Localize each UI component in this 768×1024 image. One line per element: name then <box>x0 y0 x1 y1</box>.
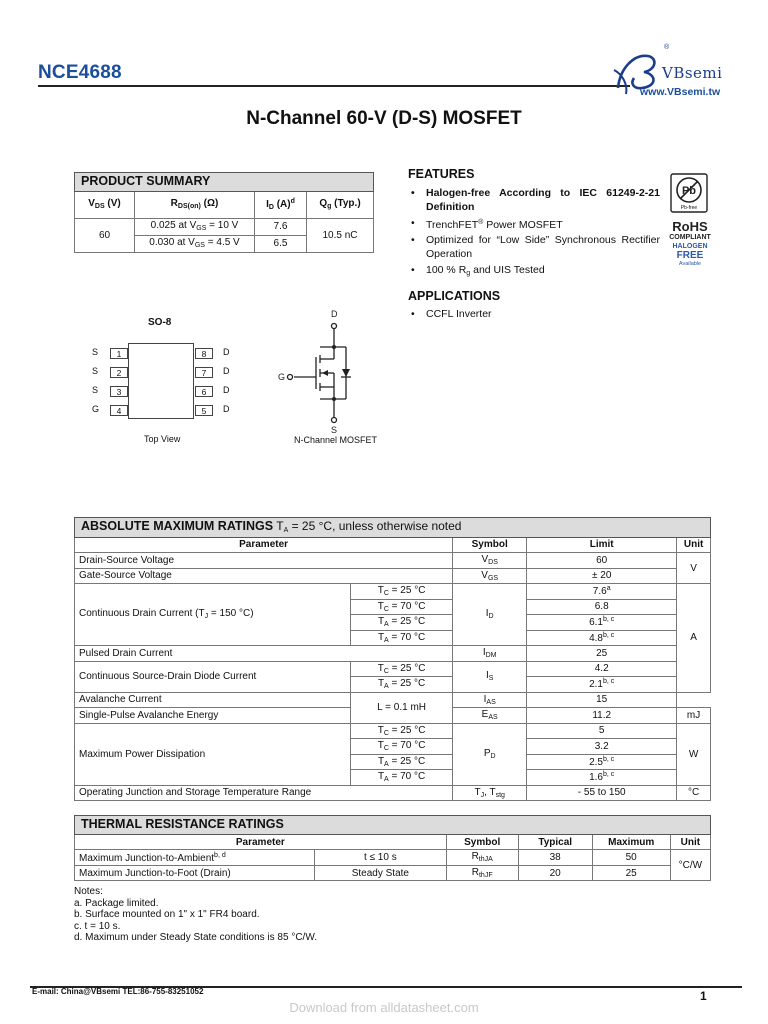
brand-name: VBsemi <box>662 64 723 82</box>
pin-number-left-4: 4 <box>110 405 128 416</box>
notes-title: Notes: <box>74 886 103 897</box>
table-row: Gate-Source Voltage $V_{GS}$ ± 20 <box>75 568 711 584</box>
pin-label-right-3: D <box>223 385 230 395</box>
table-row: Maximum Power Dissipation $T_C = 25$ °C $P_D$ 5 W <box>75 723 711 739</box>
features-heading: FEATURES <box>408 167 475 181</box>
document-title: N-Channel 60-V (D-S) MOSFET <box>246 108 522 129</box>
col-parameter: Parameter <box>75 834 447 850</box>
symbol-source-label: S <box>331 425 338 435</box>
pin-number-left-3: 3 <box>110 386 128 397</box>
compliant-label: COMPLIANT <box>669 234 711 241</box>
pin-number-right-2: 7 <box>195 367 213 378</box>
table-row <box>75 218 374 235</box>
free-label: FREE <box>676 250 704 261</box>
rohs-label: RoHS <box>672 219 708 234</box>
table-row: Maximum Junction-to-Foot (Drain) Steady State $R_{thJF}$ 20 25 <box>75 865 711 881</box>
col-qg: $Q_g$ (Typ.) <box>307 191 374 218</box>
pin-number-left-1: 1 <box>110 348 128 359</box>
list-item: • CCFL Inverter <box>408 308 492 320</box>
rds-row-1: 0.025 at $V_{GS} = 10$ V <box>135 218 255 235</box>
pin-label-right-1: D <box>223 347 230 357</box>
pin-number-left-2: 2 <box>110 367 128 378</box>
table-row: $T_A = 70$ °C 1.6$^{b, c}$ <box>75 770 711 786</box>
page-number: 1 <box>700 989 707 1003</box>
pin-number-right-4: 5 <box>195 405 213 416</box>
product-summary-table <box>74 172 374 253</box>
qg-value: 10.5 nC <box>307 218 374 252</box>
col-maximum: Maximum <box>592 834 670 850</box>
package-name: SO-8 <box>148 317 172 328</box>
thermal-heading: THERMAL RESISTANCE RATINGS <box>75 816 711 835</box>
pin-label-left-2: S <box>92 366 99 376</box>
table-row: $T_C = 70$ °C 6.8 <box>75 599 711 615</box>
package-caption: Top View <box>144 434 181 444</box>
applications-heading: APPLICATIONS <box>408 289 501 303</box>
package-outline <box>128 343 194 419</box>
list-item: • Optimized for “Low Side” Synchronous Rectifier Operation <box>408 233 660 261</box>
symbol-drain-label: D <box>331 309 338 319</box>
pin-label-right-4: D <box>223 404 230 414</box>
absolute-max-ratings-table <box>74 517 711 801</box>
pin-number-right-3: 6 <box>195 386 213 397</box>
part-number: NCE4688 <box>38 62 122 83</box>
thermal-resistance-table <box>74 815 711 881</box>
svg-text:Pb: Pb <box>681 185 697 197</box>
pin-label-left-1: S <box>92 347 99 357</box>
download-watermark: Download from alldatasheet.com <box>289 1000 479 1015</box>
list-item: • 100 % $R_g$ and UIS Tested <box>408 263 660 281</box>
col-typical: Typical <box>518 834 592 850</box>
pin-label-left-3: S <box>92 385 99 395</box>
note-c: c. t = 10 s. <box>74 920 121 932</box>
col-symbol: Symbol <box>446 834 518 850</box>
col-limit: Limit <box>527 537 677 553</box>
col-vds: $V_{DS}$ (V) <box>75 191 135 218</box>
table-row: Operating Junction and Storage Temperature Range $T_J$, $T_{stg}$ - 55 to 150 °C <box>75 785 711 801</box>
product-summary-heading: PRODUCT SUMMARY <box>75 173 374 192</box>
footer-contact: E-mail: China@VBsemi TEL:86-755-83251052 <box>32 987 204 996</box>
pb-free-badge <box>670 173 708 213</box>
table-row: $T_C = 70$ °C 3.2 <box>75 739 711 755</box>
pin-label-left-4: G <box>92 404 100 414</box>
vds-value: 60 <box>75 218 135 252</box>
list-item: • Halogen-free According to IEC 61249-2-21 Definition <box>408 186 660 214</box>
id-row-1: 7.6 <box>255 218 307 235</box>
mosfet-symbol <box>270 305 380 435</box>
mosfet-caption: N-Channel MOSFET <box>294 435 378 445</box>
features-list <box>408 186 660 282</box>
header-divider <box>38 85 630 87</box>
halogen-label: HALOGEN <box>672 243 708 250</box>
table-row: $T_A = 25$ °C 2.1$^{b, c}$ <box>75 677 711 693</box>
note-d: d. Maximum under Steady State conditions is 85 °C/W. <box>74 932 317 943</box>
applications-list <box>408 308 492 320</box>
table-row: Pulsed Drain Current $I_{DM}$ 25 <box>75 646 711 662</box>
note-a: a. Package limited. <box>74 897 159 909</box>
abs-max-heading: ABSOLUTE MAXIMUM RATINGS $T_A = 25$ °C, unless otherwise noted <box>75 518 711 538</box>
notes <box>74 886 317 944</box>
table-row: Single-Pulse Avalanche Energy $E_{AS}$ 11.2 mJ <box>75 708 711 724</box>
col-symbol: Symbol <box>453 537 527 553</box>
table-row: $T_A = 25$ °C 2.5$^{b, c}$ <box>75 754 711 770</box>
list-item: • TrenchFET® Power MOSFET <box>408 216 660 232</box>
available-label: Available <box>678 261 702 267</box>
table-row: Continuous Drain Current ($T_J = 150$ °C) $T_C = 25$ °C $I_D$ 7.6$^a$ A <box>75 584 711 600</box>
pin-number-right-1: 8 <box>195 348 213 359</box>
symbol-gate-label: G <box>278 372 286 382</box>
registered-mark: ® <box>664 44 670 51</box>
id-row-2: 6.5 <box>255 235 307 252</box>
pb-free-label: Pb-free <box>680 205 698 211</box>
website-link[interactable]: www.VBsemi.tw <box>640 86 721 98</box>
table-row: Drain-Source Voltage $V_{DS}$ 60 V <box>75 553 711 569</box>
col-parameter: Parameter <box>75 537 453 553</box>
table-row: $T_A = 70$ °C 4.8$^{b, c}$ <box>75 630 711 646</box>
rohs-badge <box>667 219 713 267</box>
table-row: Continuous Source-Drain Diode Current $T_C = 25$ °C $I_S$ 4.2 <box>75 661 711 677</box>
col-unit: Unit <box>670 834 710 850</box>
col-rds: $R_{DS(on)}$ (Ω) <box>135 191 255 218</box>
pin-label-right-2: D <box>223 366 230 376</box>
table-row: $T_A = 25$ °C 6.1$^{b, c}$ <box>75 615 711 631</box>
col-id: $I_D$ $(A)^d$ <box>255 191 307 218</box>
table-row: Avalanche Current L = 0.1 mH $I_{AS}$ 15 <box>75 692 711 708</box>
rds-row-2: 0.030 at $V_{GS} = 4.5$ V <box>135 235 255 252</box>
col-unit: Unit <box>677 537 711 553</box>
note-b: b. Surface mounted on 1" x 1" FR4 board. <box>74 909 260 920</box>
table-row: Maximum Junction-to-Ambient$^{b, d}$ t ≤ 10 s $R_{thJA}$ 38 50 °C/W <box>75 850 711 866</box>
